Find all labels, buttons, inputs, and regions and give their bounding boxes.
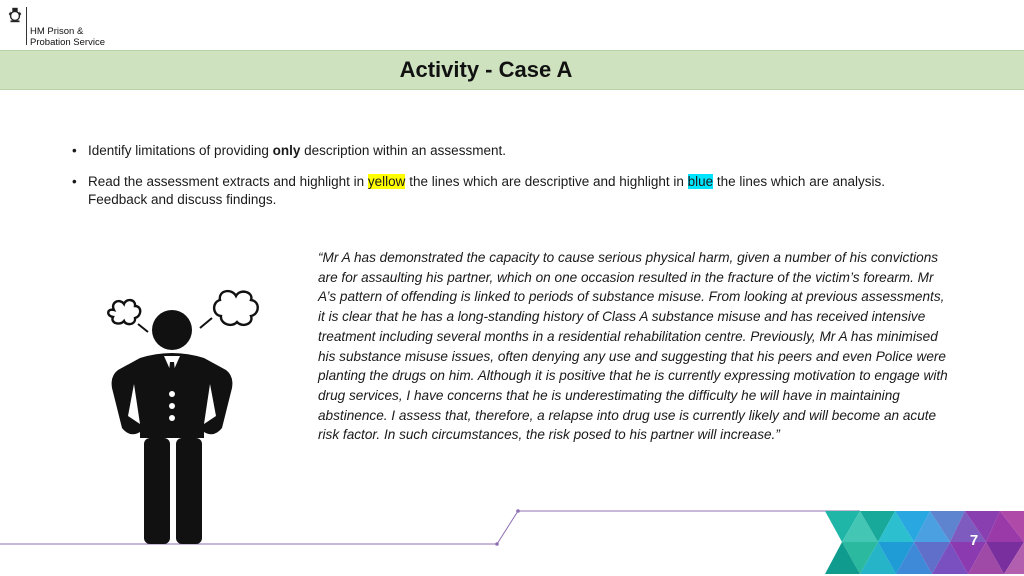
highlight-yellow: yellow	[367, 174, 406, 189]
highlight-blue: blue	[687, 174, 714, 189]
title-band	[0, 50, 1024, 90]
bullet-dot: •	[72, 143, 77, 158]
instruction-list	[70, 142, 910, 209]
case-extract-quote: “Mr A has demonstrated the capacity to cause serious physical harm, given a number of his convictions are for assaulting his partner, which on one occasion resulted in the fracture of the victim’s forearm. Mr A’s pattern of offending is linked to periods of substance misuse. From looking at previous assessments, it is clear that he has a long-standing history of Class A substance misuse and has received intensive treatment including several months in a residential rehabilitation centre. Previously, Mr A has minimised his substance misuse issues, often denying any use and suggesting that his peers and even Police were planting the drugs on him. Although it is positive that he is currently expressing motivation to engage with drug services, I have concerns that he is underestimating the difficulty he will have in maintaining abstinence. I assess that, therefore, a relapse into drug use is currently likely and will become an acute risk factor. In such circumstances, the risk posed to his partner will increase.”	[318, 250, 948, 443]
frustrated-man-icon	[100, 288, 270, 550]
org-name-line2: Probation Service	[30, 37, 105, 48]
royal-crest-icon	[6, 6, 24, 24]
logo-divider	[26, 7, 27, 45]
organisation-name	[30, 26, 105, 48]
page-title: Activity - Case A	[399, 57, 573, 82]
hmpps-logo	[6, 6, 105, 48]
instruction-item: • Read the assessment extracts and highlight in yellow the lines which are descriptive and highlight in blue the lines which are analysis. Feedback and discuss findings.	[72, 174, 885, 207]
org-name-line1: HM Prison &	[30, 26, 84, 37]
instruction-item: • Identify limitations of providing only description within an assessment.	[72, 143, 506, 158]
emphasis-only: only	[272, 143, 301, 158]
triangle-pattern-decoration	[820, 508, 1024, 576]
page-number: 7	[969, 532, 979, 549]
bullet-dot: •	[72, 174, 77, 189]
